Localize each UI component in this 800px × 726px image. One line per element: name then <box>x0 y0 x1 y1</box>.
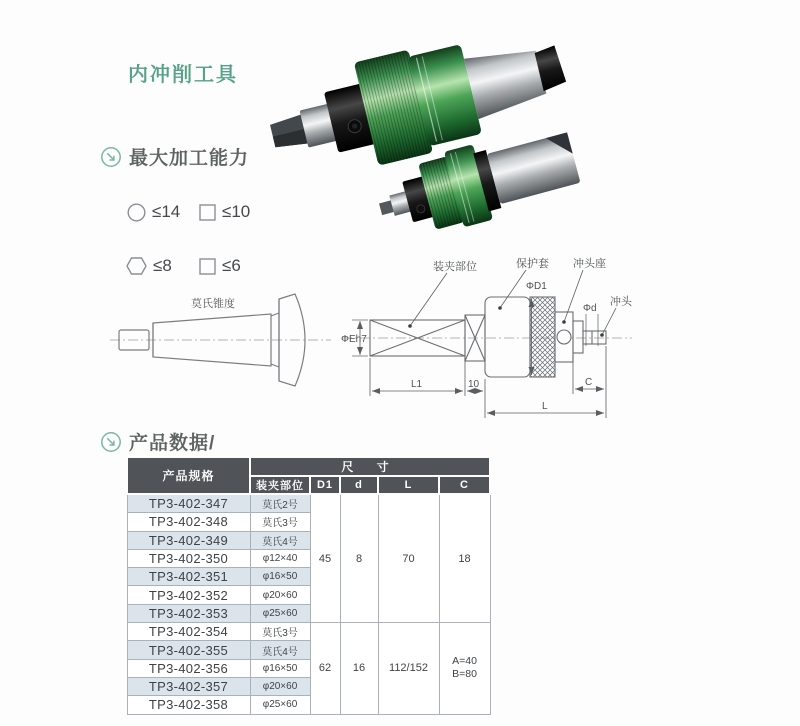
capacity-value: ≤10 <box>222 202 251 221</box>
l-cell: 70 <box>378 494 439 623</box>
clamp-cell: φ16×50 <box>250 659 310 677</box>
spec-cell: TP3-402-347 <box>127 494 250 513</box>
table-header-row <box>127 457 490 476</box>
c-value-a: A=40 <box>452 655 477 668</box>
spec-cell: TP3-402-356 <box>127 659 250 677</box>
spec-cell: TP3-402-358 <box>127 696 250 714</box>
clamp-cell: φ25×60 <box>250 696 310 714</box>
l-cell: 112/152 <box>378 623 439 714</box>
set-screw <box>557 330 571 344</box>
clamp-cell: 莫氏2号 <box>250 494 310 513</box>
d1-cell: 45 <box>310 494 340 623</box>
circle-icon <box>127 203 146 222</box>
spec-cell: TP3-402-354 <box>127 623 250 641</box>
clamp-cell: φ16×50 <box>250 568 310 586</box>
square-icon <box>199 258 216 275</box>
morse-taper-drawing <box>105 283 335 398</box>
capacity-value: ≤14 <box>152 202 181 221</box>
spec-cell: TP3-402-349 <box>127 531 250 549</box>
circle-arrow-icon <box>100 431 122 453</box>
phi-d-label: Φd <box>583 303 597 314</box>
spec-cell: TP3-402-355 <box>127 641 250 659</box>
dim-c: C <box>585 377 593 388</box>
dim-10: 10 <box>468 379 480 390</box>
d-cell: 8 <box>340 494 378 623</box>
clamp-label: 装夹部位 <box>433 261 477 273</box>
clamp-cell: φ12×40 <box>250 549 310 567</box>
knurl-hatch <box>530 297 555 377</box>
capacity-value: ≤6 <box>222 256 241 275</box>
spec-cell: TP3-402-348 <box>127 513 250 531</box>
col-size: 尺 寸 <box>250 457 490 476</box>
d-cell: 16 <box>340 623 378 714</box>
product-data-heading-text: 产品数据/ <box>129 433 216 454</box>
col-product-spec: 产品规格 <box>127 457 250 494</box>
col-clamp: 装夹部位 <box>250 476 310 494</box>
diagram-labels <box>341 256 633 375</box>
product-data-section-heading <box>100 428 215 455</box>
capacity-item-square-small <box>199 256 241 276</box>
c-cell: 18 <box>439 494 490 623</box>
clamp-cell: 莫氏4号 <box>250 641 310 659</box>
d1-cell: 62 <box>310 623 340 714</box>
dimension-lines <box>370 346 606 418</box>
capacity-item-round <box>127 202 180 222</box>
capacity-section-heading <box>100 143 249 170</box>
c-cell <box>439 623 490 714</box>
c-value-b: B=80 <box>452 668 477 681</box>
square-icon <box>199 204 216 221</box>
table-row <box>127 494 490 513</box>
bore-label: ΦEh7 <box>341 334 367 345</box>
assembly-diagram <box>340 250 800 425</box>
clamp-cell: φ25×60 <box>250 604 310 622</box>
spec-cell: TP3-402-353 <box>127 604 250 622</box>
spec-cell: TP3-402-350 <box>127 549 250 567</box>
product-table <box>126 456 491 715</box>
d1-label: ΦD1 <box>526 281 547 292</box>
clamp-cell: 莫氏4号 <box>250 531 310 549</box>
sleeve-label: 保护套 <box>516 258 549 270</box>
table-row <box>127 623 490 641</box>
punch-label: 冲头 <box>610 296 632 308</box>
clamp-cell: φ20×60 <box>250 586 310 604</box>
clamp-cell: φ20×60 <box>250 677 310 695</box>
spec-cell: TP3-402-351 <box>127 568 250 586</box>
col-d: d <box>340 476 378 494</box>
spec-cell: TP3-402-357 <box>127 677 250 695</box>
hexagon-icon <box>126 257 147 275</box>
page-title: 内冲削工具 <box>128 64 238 86</box>
spec-cell: TP3-402-352 <box>127 586 250 604</box>
col-c: C <box>439 476 490 494</box>
capacity-value: ≤8 <box>153 256 172 275</box>
col-l: L <box>378 476 439 494</box>
clamp-cell: 莫氏3号 <box>250 513 310 531</box>
capacity-heading-text: 最大加工能力 <box>129 148 250 169</box>
capacity-item-square <box>199 202 250 222</box>
straight-shank <box>487 132 581 204</box>
circle-arrow-icon <box>100 146 122 168</box>
punch-seat-label: 冲头座 <box>573 258 606 270</box>
dim-l1: L1 <box>411 379 423 390</box>
col-d1: D1 <box>310 476 340 494</box>
capacity-item-hex <box>126 256 172 276</box>
clamp-cell: 莫氏3号 <box>250 623 310 641</box>
taper-label: 莫氏锥度 <box>191 298 235 310</box>
dim-l: L <box>542 401 548 412</box>
